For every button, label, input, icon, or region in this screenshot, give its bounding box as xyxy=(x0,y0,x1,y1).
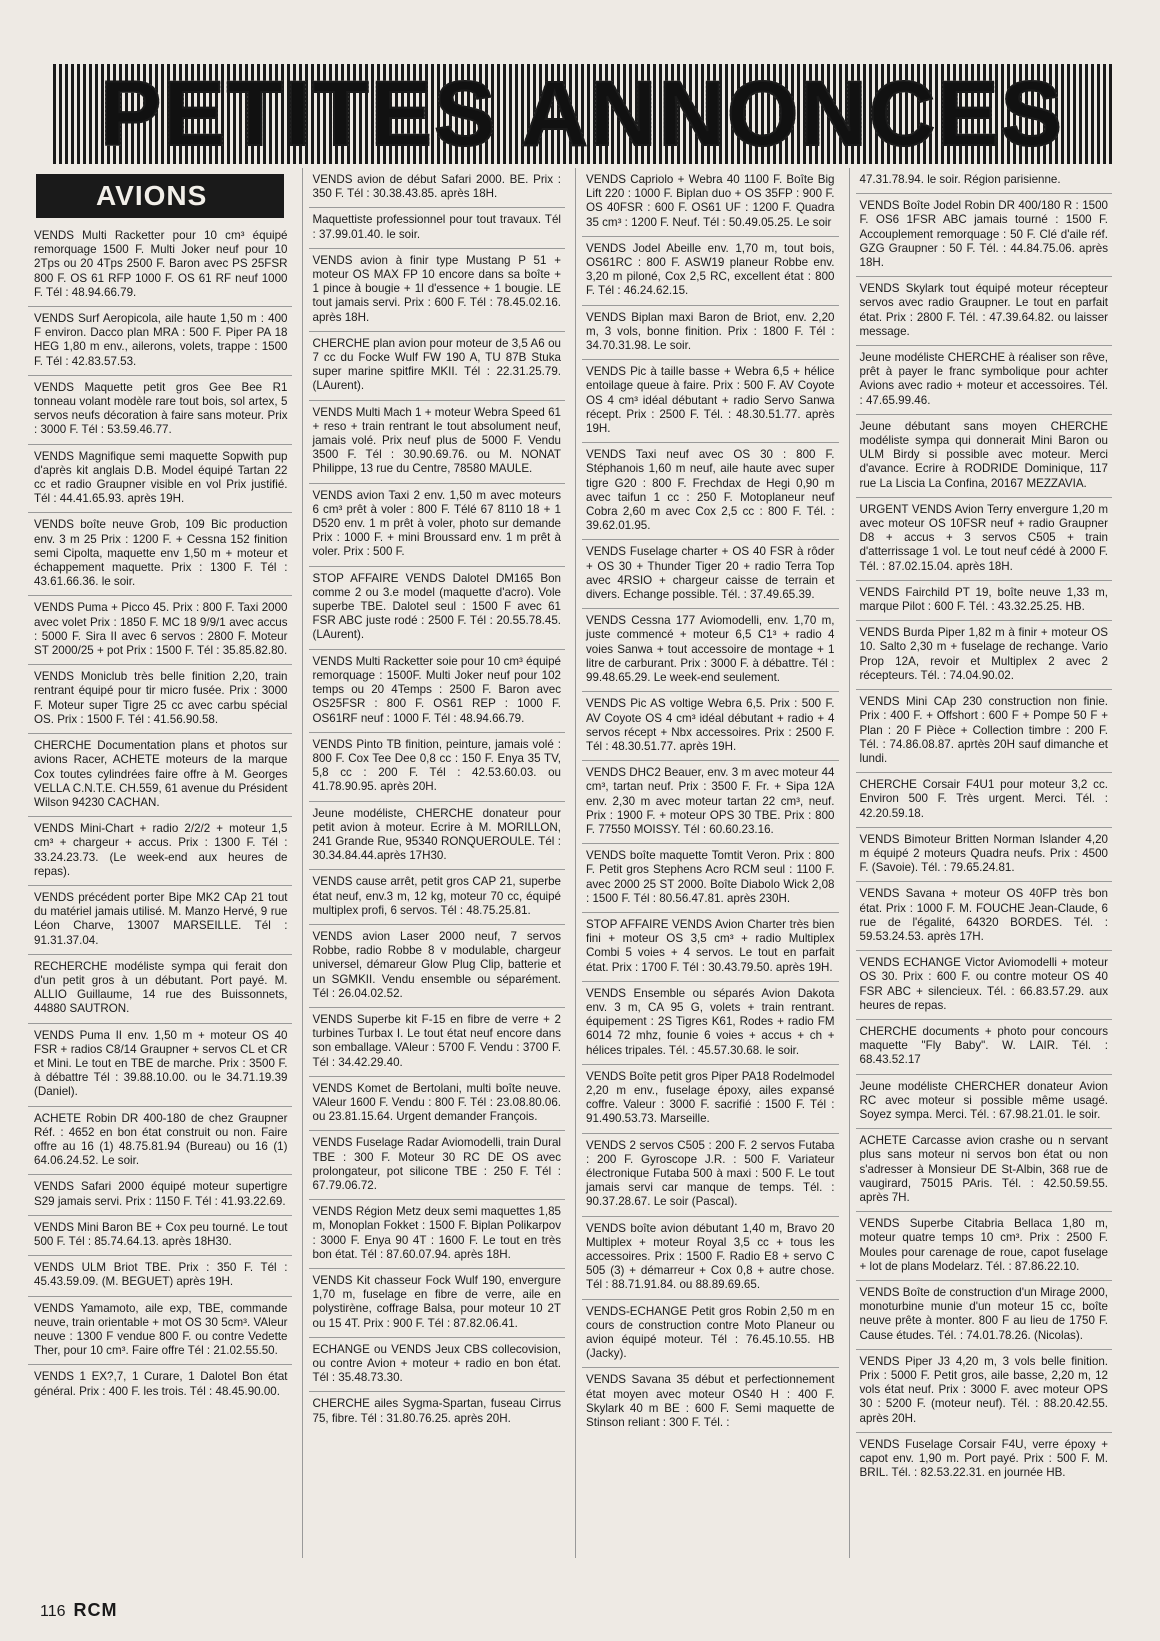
masthead-title: PETITES ANNONCES xyxy=(50,64,1114,164)
classified-ad: VENDS Mini-Chart + radio 2/2/2 + moteur 1,5 cm³ + chargeur + accus. Prix : 1300 F. Tél : 33.24.23.73. (Le week-end aux heures de repas). xyxy=(28,817,292,886)
classified-ad: VENDS Mini Baron BE + Cox peu tourné. Le tout 500 F. Tél : 85.74.64.13. après 18H30. xyxy=(28,1216,292,1256)
page-number: 116 xyxy=(40,1603,66,1620)
classified-ad: VENDS ECHANGE Victor Aviomodelli + moteur OS 30. Prix : 600 F. ou contre moteur OS 40 FSR ABC + silencieux. Tél. : 66.83.57.29. aux heures de repas. xyxy=(856,951,1113,1020)
classified-ad: CHERCHE documents + photo pour concours maquette "Fly Baby". W. LAIR. Tél. : 68.43.52.17 xyxy=(856,1020,1113,1075)
classifieds-columns xyxy=(28,168,1112,1558)
classified-ad: VENDS boîte neuve Grob, 109 Bic production env. 3 m 25 Prix : 1200 F. + Cessna 152 finition semi Cipolta, maquette env 1,50 m + moteur et échappement maquette. Prix : 1300 F. Tél : 43.61.66.36. le soir. xyxy=(28,513,292,596)
classified-ad: VENDS Taxi neuf avec OS 30 : 800 F. Stéphanois 1,60 m neuf, aile haute avec super tigre G20 : 800 F. Frechdax de Hegi 0,90 m avec taifun 1 cc : 250 F. Motoplaneur neuf Cobra 2,60 m avec Cox 2,5 cc : 800 F. Tél. : 39.62.01.95. xyxy=(582,443,839,540)
classified-ad: VENDS Superbe kit F-15 en fibre de verre + 2 turbines Turbax I. Le tout état neuf encore dans son emballage. VAleur : 5700 F. Vendu : 3700 F. Tél : 34.42.29.40. xyxy=(309,1008,566,1077)
classified-ad: ECHANGE ou VENDS Jeux CBS collecovision, ou contre Avion + moteur + radio en bon état. Tél : 35.48.73.30. xyxy=(309,1338,566,1393)
classified-ad: VENDS Région Metz deux semi maquettes 1,85 m, Monoplan Fokket : 1500 F. Biplan Polikarpov : 3000 F. Enya 90 4T : 1600 F. Le tout en très bon état. Tél : 87.60.07.94. après 18H. xyxy=(309,1200,566,1269)
classified-ad: VENDS Komet de Bertolani, multi boîte neuve. VAleur 1600 F. Vendu : 800 F. Tél : 23.08.80.06. ou 23.81.15.64. Urgent demander François. xyxy=(309,1077,566,1132)
classified-ad: VENDS Biplan maxi Baron de Briot, env. 2,20 m, 3 vols, bonne finition. Prix : 1800 F. Tél : 34.70.31.98. Le soir. xyxy=(582,306,839,361)
classified-ad: VENDS Puma II env. 1,50 m + moteur OS 40 FSR + radios C8/14 Graupner + servos CL et CR et Mini. Le tout en TBE de marche. Prix : 3500 F. à débattre Tél : 39.88.10.00. ou le 34.71.19.39 (Daniel). xyxy=(28,1024,292,1107)
classified-ad: VENDS Fuselage Corsair F4U, verre époxy + capot env. 1,90 m. Port payé. Prix : 500 F. M. BRIL. Tél. : 82.53.22.31. en journée HB. xyxy=(859,1437,1108,1480)
publication-name: RCM xyxy=(73,1600,118,1620)
classified-ad: VENDS Boîte petit gros Piper PA18 Rodelmodel 2,20 m env., fuselage époxy, ailes expansé coffre. Valeur : 3000 F. sacrifié : 1500 F. Tél : 91.490.53.73. Marseille. xyxy=(582,1065,839,1134)
classified-ad: VENDS Multi Racketter pour 10 cm³ équipé remorquage 1500 F. Multi Joker neuf pour 10 2Tps ou 20 4Tps 2500 F. Baron avec PS 25FSR 800 F. OS 61 RFP 1000 F. OS 61 RF neuf 1000 F. Tél : 48.94.66.79. xyxy=(28,224,292,307)
classified-ad: VENDS Maquette petit gros Gee Bee R1 tonneau volant modèle rare tout bois, sol artex, 5 servos neufs décoration à faire sans moteur. Prix : 3000 F. Tél : 53.59.46.77. xyxy=(28,376,292,445)
classified-ad: VENDS avion de début Safari 2000. BE. Prix : 350 F. Tél : 30.38.43.85. après 18H. xyxy=(309,168,566,208)
classified-ad: VENDS Mini CAp 230 construction non finie. Prix : 400 F. + Offshort : 600 F + Pompe 50 F + Plan : 20 F Pièce + Collection timbre : 200 F. Tél. : 74.86.08.87. aprtès 20H sauf dimanche et lundi. xyxy=(856,690,1113,773)
column-1 xyxy=(28,168,292,1558)
classified-ad: VENDS Multi Racketter soie pour 10 cm³ équipé remorquage : 1500F. Multi Joker neuf pour 102 temps ou 20 4Temps : 2500 F. Baron avec OS25FSR : 800 F. OS61 REP : 1000 F. OS61RF neuf : 1000 F. Tél : 48.94.66.79. xyxy=(309,650,566,733)
classified-ad: VENDS Magnifique semi maquette Sopwith pup d'après kit anglais D.B. Model équipé Tartan 22 cc et radio Graupner visible en vol Prix justifié. Tél : 44.41.65.93. après 19H. xyxy=(28,445,292,514)
classified-ad: VENDS Fuselage Radar Aviomodelli, train Dural TBE : 300 F. Moteur 30 RC DE OS avec prolongateur, pot silicone TBE : 250 F. Tél : 67.79.06.72. xyxy=(309,1131,566,1200)
classified-ad: CHERCHE ailes Sygma-Spartan, fuseau Cirrus 75, fibre. Tél : 31.80.76.25. après 20H. xyxy=(312,1397,561,1425)
classified-ad: VENDS Pic AS voltige Webra 6,5. Prix : 500 F. AV Coyote OS 4 cm³ idéal débutant + radio + 4 servos récept + Nbx accessoires. Prix : 2500 F. Tél : 48.30.51.77. après 19H. xyxy=(582,692,839,761)
classified-ad: VENDS ULM Briot TBE. Prix : 350 F. Tél : 45.43.59.09. (M. BEGUET) après 19H. xyxy=(28,1256,292,1296)
classified-ad: VENDS Pic à taille basse + Webra 6,5 + hélice entoilage queue à faire. Prix : 500 F. AV Coyote OS 4 cm³ idéal débutant + radio Servo Sanwa récept. Prix : 2500 F. Tél. : 48.30.51.77. après 19H. xyxy=(582,360,839,443)
classified-ad: VENDS Pinto TB finition, peinture, jamais volé : 800 F. Cox Tee Dee 0,8 cc : 150 F. Enya 35 TV, 5,8 cc : 200 F. Tél : 42.53.60.03. ou 41.78.90.95. après 20H. xyxy=(309,733,566,802)
classified-ad: VENDS Safari 2000 équipé moteur supertigre S29 jamais servi. Prix : 1150 F. Tél : 41.93.22.69. xyxy=(28,1175,292,1215)
classified-ad: VENDS Surf Aeropicola, aile haute 1,50 m : 400 F environ. Dacco plan MRA : 500 F. Piper PA 18 HEG 1,80 m env., ailerons, volets, trappe : 1500 F. Tél : 42.83.57.53. xyxy=(28,307,292,376)
classified-ad: VENDS avion à finir type Mustang P 51 + moteur OS MAX FP 10 encore dans sa boîte + 1 pince à bougie + 1l d'essence + 1 bougie. LE tout jamais servi. Prix : 600 F. Tél : 78.45.02.16. après 18H. xyxy=(309,249,566,332)
classified-ad: Jeune modéliste CHERCHE à réaliser son rêve, prêt à payer le franc symbolique pour achter Avions avec radio + moteur et accessoires. Tél. : 47.65.99.46. xyxy=(856,346,1113,415)
classified-ad: VENDS Superbe Citabria Bellaca 1,80 m, moteur quatre temps 10 cm³. Prix : 2500 F. Moules pour carenage de roue, capot fuselage + lot de plans Modelarz. Tél. : 87.86.22.10. xyxy=(856,1212,1113,1281)
classified-ad: VENDS-ECHANGE Petit gros Robin 2,50 m en cours de construction contre Moto Planeur ou avion équipé moteur. Tél : 76.45.10.55. HB (Jacky). xyxy=(582,1300,839,1369)
classified-ad: VENDS précédent porter Bipe MK2 CAp 21 tout du matériel jamais utilisé. M. Manzo Hervé, 9 rue Léon Charve, 13007 MARSEILLE. Tél : 91.31.37.04. xyxy=(28,886,292,955)
classified-ad: VENDS Ensemble ou séparés Avion Dakota env. 3 m, CA 95 G, volets + train rentrant. équipement : 2S Tigres K61, Rodes + radio FM 6014 72 mhz, founie 6 voies + accus + ch + hélices tripales. Tél. : 45.57.30.68. le soir. xyxy=(582,982,839,1065)
classified-ad: ACHETE Carcasse avion crashe ou n servant plus sans moteur ni servos bon état ou non s'adresser à Monsieur DE St-Albin, 368 rue de vaugirard, 75015 PAris. Tél. : 42.50.59.55. après 7H. xyxy=(856,1129,1113,1212)
classified-ad: VENDS avion Laser 2000 neuf, 7 servos Robbe, radio Robbe 8 v modulable, chargeur universel, démareur Glow Plug Clip, batterie et un SGMKII. Vendu ensemble ou séparément. Tél : 26.04.02.52. xyxy=(309,925,566,1008)
classified-ad: VENDS Multi Mach 1 + moteur Webra Speed 61 + reso + train rentrant le tout absolument neuf, jamais volé. Prix neuf plus de 5000 F. Vendu 3500 F. Tél : 30.90.69.76. ou M. NONAT Philippe, 13 rue du Centre, 78580 MAULE. xyxy=(309,401,566,484)
page-footer xyxy=(40,1600,118,1621)
classified-ad: VENDS 2 servos C505 : 200 F. 2 servos Futaba : 200 F. Gyroscope J.R. : 500 F. Variateur électronique Futaba 500 à maxi : 500 F. Le tout jamais servi car manque de temps. Tél. : 90.37.28.67. Le soir (Pascal). xyxy=(582,1134,839,1217)
column-3 xyxy=(575,168,839,1558)
classified-ad: VENDS Yamamoto, aile exp, TBE, commande neuve, train orientable + mot OS 30 5cm³. VAleur neuve : 1300 F vendue 800 F. ou contre Vedette Ther, pour 10 cm³. Faire offre Tél : 21.02.55.50. xyxy=(28,1297,292,1366)
classified-ad: CHERCHE plan avion pour moteur de 3,5 A6 ou 7 cc du Focke Wulf FW 190 A, TU 87B Stuka super marine spitfire MKII. Tél : 22.31.25.79. (LAurent). xyxy=(309,332,566,401)
classified-ad: STOP AFFAIRE VENDS Avion Charter très bien fini + moteur OS 3,5 cm³ + radio Multiplex Combi 5 voies + 4 servos. Le tout en parfait état. Prix : 1700 F. Tél : 30.43.79.50. après 19H. xyxy=(582,913,839,982)
classified-ad: VENDS Boîte de construction d'un Mirage 2000, monoturbine munie d'un moteur 15 cc, boîte neuve prête à monter. 800 F au lieu de 1750 F. Cause études. Tél. : 74.01.78.26. (Nicolas). xyxy=(856,1281,1113,1350)
classified-ad: VENDS DHC2 Beauer, env. 3 m avec moteur 44 cm³, tartan neuf. Prix : 3500 F. Fr. + Sipa 12A env. 2,30 m avec moteur tartan 22 cm³, neuf. Prix : 1900 F. + moteur OPS 30 TBE. Prix : 800 F. 77550 MOISSY. Tél : 60.60.23.16. xyxy=(582,761,839,844)
column-4 xyxy=(849,168,1113,1558)
classified-ad: VENDS Fairchild PT 19, boîte neuve 1,33 m, marque Pilot : 600 F. Tél. : 43.32.25.25. HB. xyxy=(856,581,1113,621)
classified-ad: VENDS Fuselage charter + OS 40 FSR à rôder + OS 30 + Thunder Tiger 20 + radio Terra Top avec 4RSIO + chargeur caisse de terrain et divers. Echange possible. Tél. : 37.49.65.39. xyxy=(582,540,839,609)
classified-ad: VENDS Capriolo + Webra 40 1100 F. Boîte Big Lift 220 : 1000 F. Biplan duo + OS 35FP : 900 F. OS 40FSR : 600 F. OS61 UF : 1200 F. Quadra 35 cm³ : 1200 F. Neuf. Tél : 50.49.05.25. Le soir xyxy=(582,168,839,237)
classified-ad: VENDS cause arrêt, petit gros CAP 21, superbe état neuf, env.3 m, 12 kg, moteur 70 cc, équipé multiplex profi, 6 servos. Tél : 48.75.25.81. xyxy=(309,870,566,925)
masthead xyxy=(50,64,1114,164)
classified-ad: ACHETE Robin DR 400-180 de chez Graupner Réf. : 4652 en bon état construit ou non. Faire offre au 16 (1) 48.75.81.94 (Bureau) ou 16 (1) 64.06.24.52. Le soir. xyxy=(28,1107,292,1176)
classified-ad: Jeune modéliste, CHERCHE donateur pour petit avion à moteur. Ecrire à M. MORILLON, 241 Grande Rue, 95340 RONQUEROULE. Tél : 30.34.84.44.après 17H30. xyxy=(309,802,566,871)
classified-ad: CHERCHE Corsair F4U1 pour moteur 3,2 cc. Environ 500 F. Très urgent. Merci. Tél. : 42.20.59.18. xyxy=(856,773,1113,828)
classified-ad: STOP AFFAIRE VENDS Dalotel DM165 Bon comme 2 ou 3.e model (maquette d'acro). Vole superbe TBE. Dalotel seul : 1500 F avec 61 FSR ABC juste rodé : 2500 F. Tél : 20.55.78.45. (LAurent). xyxy=(309,567,566,650)
classified-ad: Jeune modéliste CHERCHER donateur Avion RC avec moteur si possible même usagé. Soyez sympa. Merci. Tél. : 67.98.21.01. le soir. xyxy=(856,1075,1113,1130)
classified-ad: VENDS Boîte Jodel Robin DR 400/180 R : 1500 F. OS6 1FSR ABC jamais tourné : 1500 F. Accouplement remorquage : 50 F. Clé d'aile réf. GZG Graupner : 50 F. Tél. : 44.84.75.06. après 18H. xyxy=(856,194,1113,277)
classified-ad: VENDS Cessna 177 Aviomodelli, env. 1,70 m, juste commencé + moteur 6,5 C1³ + radio 4 voies Sanwa + tout accessoire de montage + 1 litre de carburant. Prix : 3000 F. à débattre. Tél : 99.48.65.29. Le week-end seulement. xyxy=(582,609,839,692)
classified-ad: URGENT VENDS Avion Terry envergure 1,20 m avec moteur OS 10FSR neuf + radio Graupner D8 + accus + 3 servos C505 + train d'atterrissage 1 vol. Le tout neuf cédé à 2000 F. Tél. : 87.02.15.04. après 18H. xyxy=(856,498,1113,581)
classified-ad: VENDS 1 EX?,7, 1 Curare, 1 Dalotel Bon état général. Prix : 400 F. les trois. Tél : 48.45.90.00. xyxy=(34,1370,288,1398)
classified-ad: VENDS Savana 35 début et perfectionnement état moyen avec moteur OS40 H : 400 F. Skylark 40 m BE : 600 F. Semi maquette de Stinson reliant : 300 F. Tél. : xyxy=(586,1373,835,1430)
classified-ad: Maquettiste professionnel pour tout travaux. Tél : 37.99.01.40. le soir. xyxy=(309,208,566,248)
classified-ad: CHERCHE Documentation plans et photos sur avions Racer, ACHETE moteurs de la marque Cox toutes cylindrées faire offre à M. Georges VELLA C.N.T.E. CH.559, 61 avenue du Président Wilson 94230 CACHAN. xyxy=(28,734,292,817)
classified-ad: VENDS avion Taxi 2 env. 1,50 m avec moteurs 6 cm³ prêt à voler : 800 F. Télé 67 8110 18 + 1 D520 env. 1 m prêt à voler, photo sur demande Prix : 1000 F. + mini Broussard env. 1 m prêt à voler. Prix : 500 F. xyxy=(309,484,566,567)
classified-ad: RECHERCHE modéliste sympa qui ferait don d'un petit gros à un débutant. Port payé. M. ALLIO Guillaume, 14 rue des Buissonnets, 44880 SAUTRON. xyxy=(28,955,292,1024)
classified-ad: VENDS Bimoteur Britten Norman Islander 4,20 m équipé 2 moteurs Quadra neufs. Prix : 4500 F. (Savoie). Tél. : 79.65.24.81. xyxy=(856,828,1113,883)
classified-ad: VENDS Burda Piper 1,82 m à finir + moteur OS 10. Salto 2,30 m + fuselage de rechange. Vario Prop 12A, revoir et Multiplex 2 avec 2 récepteurs. Tél. : 74.04.90.02. xyxy=(856,621,1113,690)
classified-ad: VENDS boîte maquette Tomtit Veron. Prix : 800 F. Petit gros Stephens Acro RCM seul : 1100 F. avec 2000 25 ST 2000. Boîte Diabolo Wick 2,08 : 1500 F. Tél : 80.56.47.81. après 230H. xyxy=(582,844,839,913)
classified-ad: VENDS boîte avion débutant 1,40 m, Bravo 20 Multiplex + moteur Royal 3,5 cc + tous les accessoires. Prix : 1500 F. Radio E8 + servo C 505 (3) + démarreur + Cox 0,8 + autre chose. Tél : 88.71.91.84. ou 88.89.69.65. xyxy=(582,1217,839,1300)
classified-ad: VENDS Skylark tout équipé moteur récepteur servos avec radio Graupner. Le tout en parfait état. Prix : 2800 F. Tél. : 47.39.64.82. ou laisser message. xyxy=(856,277,1113,346)
classified-ad: Jeune débutant sans moyen CHERCHE modéliste sympa qui donnerait Mini Baron ou ULM Birdy si possible avec moteur. Merci d'avance. Ecrire à RODRIDE Dominique, 117 rue La Liscia La Confina, 20167 MEZZAVIA. xyxy=(856,415,1113,498)
classified-ad: VENDS Moniclub très belle finition 2,20, train rentrant équipé pour tir micro fusée. Prix : 3000 F. Moteur super Tigre 25 cc avec carbu spécial OS. Prix : 1500 F. Tél : 41.56.90.58. xyxy=(28,665,292,734)
classified-ad: VENDS Kit chasseur Fock Wulf 190, envergure 1,70 m, fuselage en fibre de verre, aile en polystirène, coffrage Balsa, pour moteur 10 2T ou 15 4T. Prix : 900 F. Tél : 87.82.06.41. xyxy=(309,1269,566,1338)
section-header-avions: AVIONS xyxy=(36,174,284,218)
classified-ad: 47.31.78.94. le soir. Région parisienne. xyxy=(856,168,1113,194)
classified-ad: VENDS Jodel Abeille env. 1,70 m, tout bois, OS61RC : 800 F. ASW19 planeur Robbe env. 3,20 m piloné, Cox 2,5 RC, excellent état : 800 F. Tél : 46.24.62.15. xyxy=(582,237,839,306)
classified-ad: VENDS Savana + moteur OS 40FP très bon état. Prix : 1000 F. M. FOUCHE Jean-Claude, 6 rue de l'égalité, 64320 BORDES. Tél. : 59.53.24.53. après 17H. xyxy=(856,882,1113,951)
column-2 xyxy=(302,168,566,1558)
classified-ad: VENDS Puma + Picco 45. Prix : 800 F. Taxi 2000 avec volet Prix : 1850 F. MC 18 9/9/1 avec accus : 5000 F. Sira II avec 6 servos : 2800 F. Moteur ST 2000/25 + pot Prix : 1500 F. Tél : 35.85.82.80. xyxy=(28,596,292,665)
classified-ad: VENDS Piper J3 4,20 m, 3 vols belle finition. Prix : 5000 F. Petit gros, aile basse, 2,20 m, 12 vols état neuf. Prix : 3000 F. avec moteur OPS 30 : 5200 F. (moteur neuf). Tél. : 88.20.42.55. après 20H. xyxy=(856,1350,1113,1433)
